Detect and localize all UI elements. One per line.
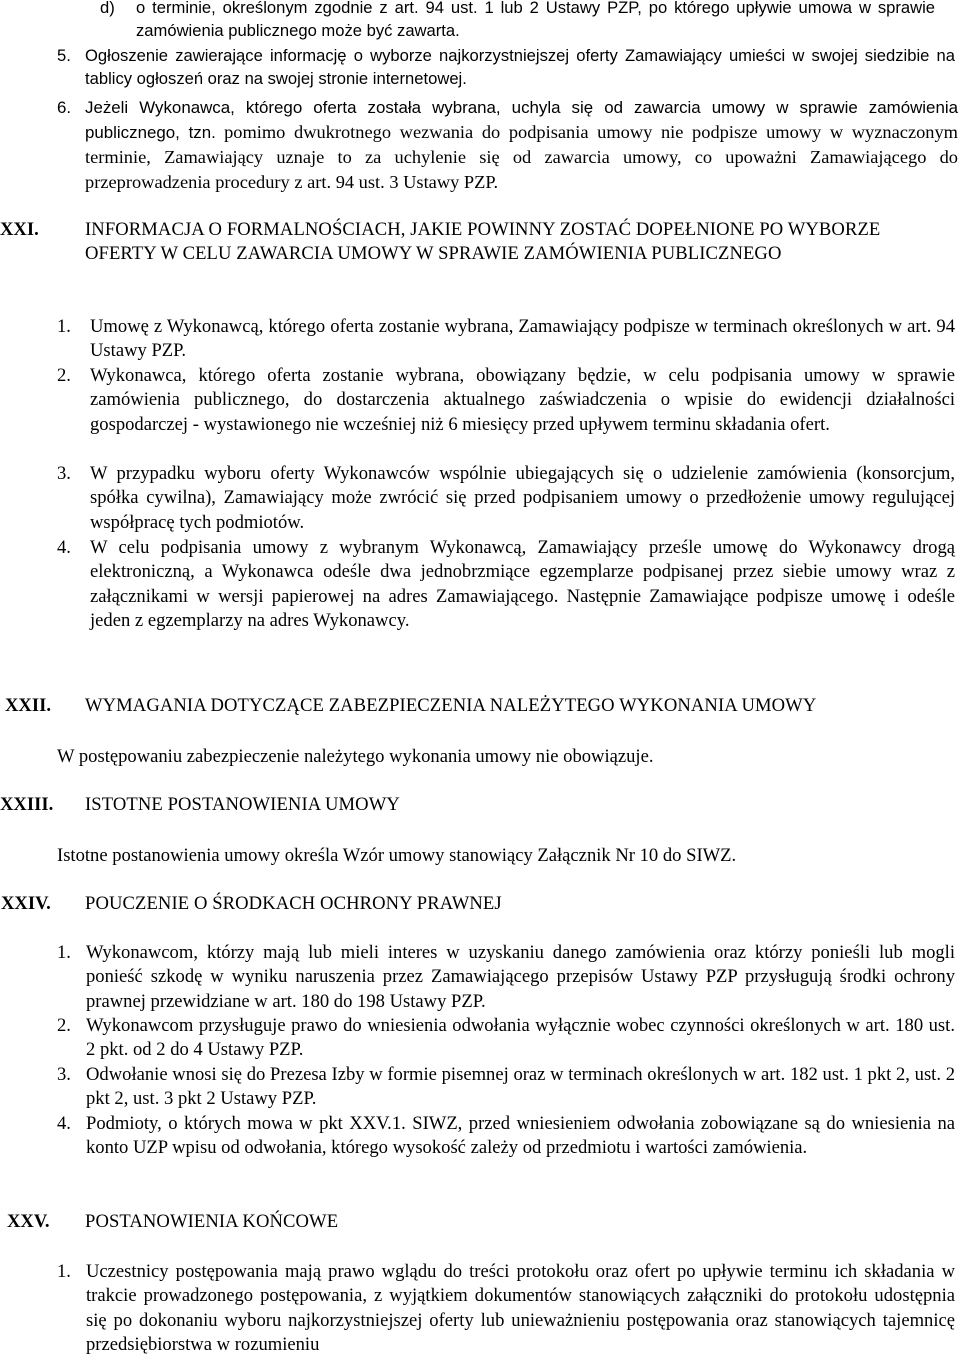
section-xxiv-item-1 — [57, 941, 955, 1014]
list-item-number: 6. — [57, 98, 72, 117]
list-item-number: 1. — [57, 316, 71, 337]
section-title: ISTOTNE POSTANOWIENIA UMOWY — [85, 794, 400, 815]
list-item-number: 4. — [57, 537, 71, 558]
list-item-number: 3. — [57, 463, 71, 484]
list-item-text: Wykonawca, którego oferta zostanie wybrana, obowiązany będzie, w celu podpisania umowy w sprawie zamówienia publicznego, do dostarczenia aktualnego zaświadczenia o wpisie do ewidencji działalności gospodarczej - wystawionego nie wcześniej niż 6 miesięcy przed upływem terminu składania ofert. — [90, 365, 955, 435]
section-number: XXI. — [0, 219, 39, 240]
section-title: INFORMACJA O FORMALNOŚCIACH, JAKIE POWINNY ZOSTAĆ DOPEŁNIONE PO WYBORZE OFERTY W CELU ZAWARCIA UMOWY W SPRAWIE ZAMÓWIENIA PUBLICZNEGO — [85, 219, 881, 265]
list-item-text: Wykonawcom przysługuje prawo do wniesienia odwołania wyłącznie wobec czynności określonych w art. 180 ust. 2 pkt. od 2 do 4 Ustawy PZP. — [86, 1015, 955, 1061]
list-item-number: 2. — [57, 365, 71, 386]
list-item-text: Ogłoszenie zawierające informację o wyborze najkorzystniejszej oferty Zamawiający umieści w swojej siedzibie na tablicy ogłoszeń oraz na swojej stronie internetowej. — [85, 46, 955, 88]
list-item-d — [0, 0, 935, 42]
list-item-text: Odwołanie wnosi się do Prezesa Izby w formie pisemnej oraz w terminach określonych w art. 182 ust. 1 pkt 2, ust. 2 pkt 2, ust. 3 pkt 2 Ustawy PZP. — [86, 1064, 955, 1110]
section-title: POSTANOWIENIA KOŃCOWE — [85, 1211, 339, 1232]
list-item-number: 1. — [57, 1261, 71, 1282]
list-item-number: 2. — [57, 1015, 71, 1036]
section-number: XXII. — [5, 695, 51, 716]
list-item-number: 1. — [57, 942, 71, 963]
list-item-text: Wykonawcom, którzy mają lub mieli interes w uzyskaniu danego zamówienia oraz którzy ponieśli lub mogli ponieść szkodę w wyniku naruszenia przez Zamawiającego przepisów Ustawy PZP przysługują środki ochrony prawnej przewidziane w art. 180 do 198 Ustawy PZP. — [86, 942, 955, 1012]
section-xxiv-item-4 — [57, 1112, 955, 1161]
list-item-6 — [0, 96, 958, 195]
list-item-number: 4. — [57, 1113, 71, 1134]
section-number: XXIV. — [1, 893, 51, 914]
list-item-text: Podmioty, o których mowa w pkt XXV.1. SIWZ, przed wniesieniem odwołania zobowiązane są do wniesienia na konto UZP wpisu od odwołania, którego wysokość zależy od przedmiotu i wartości zamówienia. — [86, 1113, 955, 1159]
list-item-text: W przypadku wyboru oferty Wykonawców wspólnie ubiegających się o udzielenie zamówienia (konsorcjum, spółka cywilna), Zamawiający może zwrócić się przed podpisaniem umowy o przedłożenie umowy regulującej współpracę tych podmiotów. — [90, 463, 955, 533]
list-item-number: 5. — [57, 46, 71, 65]
list-item-number: 3. — [57, 1064, 71, 1085]
section-number: XXIII. — [0, 794, 54, 815]
list-item-text: W celu podpisania umowy z wybranym Wykonawcą, Zamawiający prześle umowę do Wykonawcy drogą elektroniczną, a Wykonawca odeśle dwa jednobrzmiące egzemplarze podpisanej przez siebie umowy wraz z załącznikami w wersji papierowej na adres Zamawiającego. Następnie Zamawiające podpisze umowę i odeśle jeden z egzemplarzy na adres Wykonawcy. — [90, 537, 955, 632]
section-xxiv-item-3 — [57, 1063, 955, 1112]
section-number: XXV. — [7, 1211, 50, 1232]
section-xxv-item-1 — [57, 1260, 955, 1358]
section-xxiii-text: Istotne postanowienia umowy określa Wzór umowy stanowiący Załącznik Nr 10 do SIWZ. — [57, 845, 737, 866]
list-item-5 — [0, 45, 955, 90]
list-item-text: o terminie, określonym zgodnie z art. 94 ust. 1 lub 2 Ustawy PZP, po którego upływie umowa w sprawie zamówienia publicznego może być zawarta. — [136, 0, 935, 40]
section-xxi-item-3 — [57, 462, 955, 535]
section-title: WYMAGANIA DOTYCZĄCE ZABEZPIECZENIA NALEŻYTEGO WYKONANIA UMOWY — [85, 695, 817, 716]
section-xxiv-item-2 — [57, 1014, 955, 1063]
section-title: POUCZENIE O ŚRODKACH OCHRONY PRAWNEJ — [85, 893, 502, 914]
list-item-text: Umowę z Wykonawcą, którego oferta zostanie wybrana, Zamawiający podpisze w terminach określonych w art. 94 Ustawy PZP. — [90, 316, 955, 362]
list-item-text: Jeżeli Wykonawca, którego oferta została wybrana, uchyla się od zawarcia umowy w sprawie zamówienia publicznego, tzn. pomimo dwukrotnego wezwania do podpisania umowy nie podpisze umowy w wyznaczonym terminie, Zamawiający uznaje to za uchylenie się od zawarcia umowy, co upoważni Zamawiającego do przeprowadzenia procedury z art. 94 ust. 3 Ustawy PZP. — [85, 98, 958, 192]
section-xxii-text: W postępowaniu zabezpieczenie należytego wykonania umowy nie obowiązuje. — [57, 746, 654, 767]
list-item-number: d) — [100, 0, 115, 17]
list-item-text: Uczestnicy postępowania mają prawo wglądu do treści protokołu oraz ofert po upływie terminu ich składania w trakcie prowadzonego postępowania, z wyjątkiem dokumentów stanowiących załączniki do protokołu udostępnia się po dokonaniu wyboru najkorzystniejszej oferty lub unieważnieniu postępowania oraz stanowiących tajemnicę przedsiębiorstwa w rozumieniu — [86, 1261, 955, 1356]
section-xxi-item-2 — [57, 364, 955, 437]
section-xxi-item-4 — [57, 536, 955, 634]
section-xxi-item-1 — [57, 315, 955, 364]
